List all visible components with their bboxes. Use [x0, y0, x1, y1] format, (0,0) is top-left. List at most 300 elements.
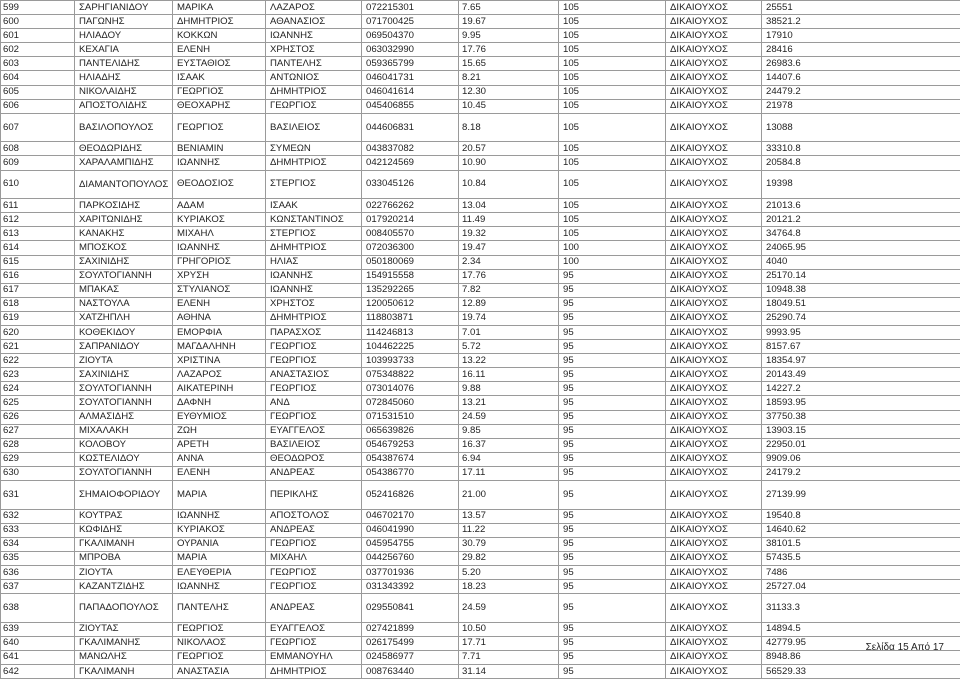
points-cell: 95	[559, 594, 666, 623]
first-name-cell: ΘΕΟΧΑΡΗΣ	[173, 99, 266, 113]
grade-cell: 15.65	[459, 57, 559, 71]
grade-cell: 24.59	[459, 410, 559, 424]
surname-cell: ΣΑΠΡΑΝΙΔΟΥ	[75, 340, 173, 354]
grade-cell: 8.18	[459, 113, 559, 142]
row-number: 624	[1, 382, 75, 396]
points-cell: 95	[559, 297, 666, 311]
first-name-cell: ΚΟΚΚΩΝ	[173, 29, 266, 43]
score-cell: 20584.8	[762, 156, 960, 170]
table-row	[1, 85, 960, 99]
row-number: 603	[1, 57, 75, 71]
score-cell: 33310.8	[762, 142, 960, 156]
first-name-cell: ΕΛΕΝΗ	[173, 43, 266, 57]
row-number: 626	[1, 410, 75, 424]
row-number: 637	[1, 580, 75, 594]
father-name-cell: ΙΩΑΝΝΗΣ	[266, 29, 362, 43]
id-number-cell: 120050612	[362, 297, 459, 311]
first-name-cell: ΛΑΖΑΡΟΣ	[173, 368, 266, 382]
grade-cell: 21.00	[459, 481, 559, 510]
id-number-cell: 037701936	[362, 565, 459, 579]
surname-cell: ΝΑΣΤΟΥΛΑ	[75, 297, 173, 311]
father-name-cell: ΗΛΙΑΣ	[266, 255, 362, 269]
father-name-cell: ΠΑΡΑΣΧΟΣ	[266, 325, 362, 339]
first-name-cell: ΜΙΧΑΗΛ	[173, 227, 266, 241]
id-number-cell: 044256760	[362, 551, 459, 565]
row-number: 612	[1, 213, 75, 227]
category-cell: ΔΙΚΑΙΟΥΧΟΣ	[666, 170, 762, 199]
father-name-cell: ΙΣΑΑΚ	[266, 199, 362, 213]
row-number: 614	[1, 241, 75, 255]
table-row	[1, 650, 960, 664]
first-name-cell: ΓΕΩΡΓΙΟΣ	[173, 85, 266, 99]
score-cell: 13903.15	[762, 424, 960, 438]
grade-cell: 20.57	[459, 142, 559, 156]
table-row	[1, 354, 960, 368]
score-cell: 25551	[762, 1, 960, 15]
surname-cell: ΧΑΡΙΤΩΝΙΔΗΣ	[75, 213, 173, 227]
id-number-cell: 103993733	[362, 354, 459, 368]
id-number-cell: 073014076	[362, 382, 459, 396]
points-cell: 105	[559, 29, 666, 43]
grade-cell: 8.21	[459, 71, 559, 85]
category-cell: ΔΙΚΑΙΟΥΧΟΣ	[666, 156, 762, 170]
category-cell: ΔΙΚΑΙΟΥΧΟΣ	[666, 650, 762, 664]
father-name-cell: ΘΕΟΔΩΡΟΣ	[266, 452, 362, 466]
table-row	[1, 241, 960, 255]
row-number: 631	[1, 481, 75, 510]
father-name-cell: ΙΩΑΝΝΗΣ	[266, 269, 362, 283]
id-number-cell: 063032990	[362, 43, 459, 57]
score-cell: 19398	[762, 170, 960, 199]
category-cell: ΔΙΚΑΙΟΥΧΟΣ	[666, 241, 762, 255]
id-number-cell: 054386770	[362, 466, 459, 480]
first-name-cell: ΖΩΗ	[173, 424, 266, 438]
id-number-cell: 052416826	[362, 481, 459, 510]
score-cell: 31133.3	[762, 594, 960, 623]
first-name-cell: ΑΝΝΑ	[173, 452, 266, 466]
grade-cell: 7.82	[459, 283, 559, 297]
table-row	[1, 15, 960, 29]
row-number: 610	[1, 170, 75, 199]
points-cell: 105	[559, 99, 666, 113]
score-cell: 14407.6	[762, 71, 960, 85]
grade-cell: 17.11	[459, 466, 559, 480]
points-cell: 95	[559, 523, 666, 537]
row-number: 628	[1, 438, 75, 452]
score-cell: 7486	[762, 565, 960, 579]
score-cell: 13088	[762, 113, 960, 142]
first-name-cell: ΙΩΑΝΝΗΣ	[173, 156, 266, 170]
grade-cell: 13.57	[459, 509, 559, 523]
id-number-cell: 046041990	[362, 523, 459, 537]
grade-cell: 13.04	[459, 199, 559, 213]
grade-cell: 17.76	[459, 269, 559, 283]
score-cell: 10948.38	[762, 283, 960, 297]
row-number: 619	[1, 311, 75, 325]
father-name-cell: ΑΝΔ	[266, 396, 362, 410]
table-row	[1, 382, 960, 396]
row-number: 642	[1, 665, 75, 679]
first-name-cell: ΚΥΡΙΑΚΟΣ	[173, 523, 266, 537]
surname-cell: ΖΙΟΥΤΑ	[75, 565, 173, 579]
surname-cell: ΚΑΝΑΚΗΣ	[75, 227, 173, 241]
category-cell: ΔΙΚΑΙΟΥΧΟΣ	[666, 523, 762, 537]
surname-cell: ΜΠΑΚΑΣ	[75, 283, 173, 297]
category-cell: ΔΙΚΑΙΟΥΧΟΣ	[666, 594, 762, 623]
row-number: 606	[1, 99, 75, 113]
score-cell: 19540.8	[762, 509, 960, 523]
points-cell: 105	[559, 43, 666, 57]
id-number-cell: 008763440	[362, 665, 459, 679]
table-row	[1, 113, 960, 142]
category-cell: ΔΙΚΑΙΟΥΧΟΣ	[666, 354, 762, 368]
first-name-cell: ΙΩΑΝΝΗΣ	[173, 241, 266, 255]
surname-cell: ΖΙΟΥΤΑ	[75, 354, 173, 368]
father-name-cell: ΑΠΟΣΤΟΛΟΣ	[266, 509, 362, 523]
row-number: 621	[1, 340, 75, 354]
grade-cell: 10.45	[459, 99, 559, 113]
surname-cell: ΗΛΙΑΔΗΣ	[75, 71, 173, 85]
grade-cell: 9.85	[459, 424, 559, 438]
table-row	[1, 71, 960, 85]
surname-cell: ΣΟΥΛΤΟΓΙΑΝΝΗ	[75, 396, 173, 410]
grade-cell: 10.84	[459, 170, 559, 199]
category-cell: ΔΙΚΑΙΟΥΧΟΣ	[666, 99, 762, 113]
score-cell: 25170.14	[762, 269, 960, 283]
points-cell: 95	[559, 438, 666, 452]
points-cell: 105	[559, 57, 666, 71]
surname-cell: ΣΟΥΛΤΟΓΙΑΝΝΗ	[75, 269, 173, 283]
id-number-cell: 135292265	[362, 283, 459, 297]
row-number: 630	[1, 466, 75, 480]
table-row	[1, 325, 960, 339]
score-cell: 21013.6	[762, 199, 960, 213]
first-name-cell: ΕΛΕΝΗ	[173, 297, 266, 311]
surname-cell: ΝΙΚΟΛΑΙΔΗΣ	[75, 85, 173, 99]
surname-cell: ΠΑΡΚΟΣΙΔΗΣ	[75, 199, 173, 213]
surname-cell: ΠΑΝΤΕΛΙΔΗΣ	[75, 57, 173, 71]
category-cell: ΔΙΚΑΙΟΥΧΟΣ	[666, 396, 762, 410]
id-number-cell: 022766262	[362, 199, 459, 213]
row-number: 634	[1, 537, 75, 551]
category-cell: ΔΙΚΑΙΟΥΧΟΣ	[666, 255, 762, 269]
page-number: Σελίδα 15 Από 17	[866, 642, 944, 653]
first-name-cell: ΑΔΑΜ	[173, 199, 266, 213]
grade-cell: 12.30	[459, 85, 559, 99]
row-number: 607	[1, 113, 75, 142]
points-cell: 95	[559, 396, 666, 410]
surname-cell: ΑΛΜΑΣΙΔΗΣ	[75, 410, 173, 424]
id-number-cell: 033045126	[362, 170, 459, 199]
grade-cell: 19.32	[459, 227, 559, 241]
table-row	[1, 142, 960, 156]
table-row	[1, 283, 960, 297]
row-number: 620	[1, 325, 75, 339]
father-name-cell: ΒΑΣΙΛΕΙΟΣ	[266, 438, 362, 452]
first-name-cell: ΓΕΩΡΓΙΟΣ	[173, 650, 266, 664]
surname-cell: ΓΚΑΛΙΜΑΝΗ	[75, 665, 173, 679]
category-cell: ΔΙΚΑΙΟΥΧΟΣ	[666, 43, 762, 57]
category-cell: ΔΙΚΑΙΟΥΧΟΣ	[666, 57, 762, 71]
father-name-cell: ΓΕΩΡΓΙΟΣ	[266, 410, 362, 424]
category-cell: ΔΙΚΑΙΟΥΧΟΣ	[666, 1, 762, 15]
table-row	[1, 1, 960, 15]
grade-cell: 6.94	[459, 452, 559, 466]
category-cell: ΔΙΚΑΙΟΥΧΟΣ	[666, 199, 762, 213]
table-row	[1, 580, 960, 594]
grade-cell: 10.90	[459, 156, 559, 170]
points-cell: 95	[559, 565, 666, 579]
points-cell: 105	[559, 85, 666, 99]
points-cell: 95	[559, 283, 666, 297]
surname-cell: ΧΑΤΖΗΠΛΗ	[75, 311, 173, 325]
points-cell: 105	[559, 227, 666, 241]
category-cell: ΔΙΚΑΙΟΥΧΟΣ	[666, 85, 762, 99]
surname-cell: ΣΑΧΙΝΙΔΗΣ	[75, 255, 173, 269]
first-name-cell: ΜΑΡΙΚΑ	[173, 1, 266, 15]
table-row	[1, 297, 960, 311]
id-number-cell: 031343392	[362, 580, 459, 594]
score-cell: 25290.74	[762, 311, 960, 325]
grade-cell: 9.88	[459, 382, 559, 396]
table-row	[1, 636, 960, 650]
score-cell: 56529.33	[762, 665, 960, 679]
grade-cell: 13.22	[459, 354, 559, 368]
table-row	[1, 523, 960, 537]
first-name-cell: ΑΡΕΤΗ	[173, 438, 266, 452]
points-cell: 105	[559, 156, 666, 170]
id-number-cell: 050180069	[362, 255, 459, 269]
score-cell: 14640.62	[762, 523, 960, 537]
row-number: 629	[1, 452, 75, 466]
row-number: 618	[1, 297, 75, 311]
grade-cell: 11.49	[459, 213, 559, 227]
grade-cell: 7.01	[459, 325, 559, 339]
table-row	[1, 269, 960, 283]
row-number: 613	[1, 227, 75, 241]
father-name-cell: ΔΗΜΗΤΡΙΟΣ	[266, 665, 362, 679]
points-cell: 95	[559, 354, 666, 368]
table-row	[1, 213, 960, 227]
id-number-cell: 026175499	[362, 636, 459, 650]
category-cell: ΔΙΚΑΙΟΥΧΟΣ	[666, 368, 762, 382]
table-row	[1, 368, 960, 382]
row-number: 640	[1, 636, 75, 650]
first-name-cell: ΜΑΓΔΑΛΗΝΗ	[173, 340, 266, 354]
score-cell: 14894.5	[762, 622, 960, 636]
first-name-cell: ΧΡΥΣΗ	[173, 269, 266, 283]
points-cell: 95	[559, 424, 666, 438]
table-row	[1, 396, 960, 410]
category-cell: ΔΙΚΑΙΟΥΧΟΣ	[666, 269, 762, 283]
category-cell: ΔΙΚΑΙΟΥΧΟΣ	[666, 15, 762, 29]
table-row	[1, 29, 960, 43]
father-name-cell: ΔΗΜΗΤΡΙΟΣ	[266, 311, 362, 325]
score-cell: 38521.2	[762, 15, 960, 29]
row-number: 623	[1, 368, 75, 382]
row-number: 611	[1, 199, 75, 213]
id-number-cell: 045406855	[362, 99, 459, 113]
score-cell: 20143.49	[762, 368, 960, 382]
first-name-cell: ΜΑΡΙΑ	[173, 551, 266, 565]
row-number: 605	[1, 85, 75, 99]
id-number-cell: 042124569	[362, 156, 459, 170]
category-cell: ΔΙΚΑΙΟΥΧΟΣ	[666, 438, 762, 452]
first-name-cell: ΔΑΦΝΗ	[173, 396, 266, 410]
points-cell: 105	[559, 15, 666, 29]
id-number-cell: 118803871	[362, 311, 459, 325]
grade-cell: 18.23	[459, 580, 559, 594]
first-name-cell: ΑΙΚΑΤΕΡΙΝΗ	[173, 382, 266, 396]
points-cell: 95	[559, 368, 666, 382]
points-cell: 95	[559, 537, 666, 551]
table-row	[1, 509, 960, 523]
points-cell: 105	[559, 71, 666, 85]
category-cell: ΔΙΚΑΙΟΥΧΟΣ	[666, 142, 762, 156]
row-number: 632	[1, 509, 75, 523]
surname-cell: ΧΑΡΑΛΑΜΠΙΔΗΣ	[75, 156, 173, 170]
grade-cell: 31.14	[459, 665, 559, 679]
father-name-cell: ΓΕΩΡΓΙΟΣ	[266, 636, 362, 650]
grade-cell: 17.76	[459, 43, 559, 57]
father-name-cell: ΕΜΜΑΝΟΥΗΛ	[266, 650, 362, 664]
score-cell: 27139.99	[762, 481, 960, 510]
surname-cell: ΚΟΥΤΡΑΣ	[75, 509, 173, 523]
category-cell: ΔΙΚΑΙΟΥΧΟΣ	[666, 551, 762, 565]
first-name-cell: ΑΘΗΝΑ	[173, 311, 266, 325]
id-number-cell: 008405570	[362, 227, 459, 241]
table-row	[1, 311, 960, 325]
father-name-cell: ΣΤΕΡΓΙΟΣ	[266, 170, 362, 199]
id-number-cell: 072215301	[362, 1, 459, 15]
id-number-cell: 029550841	[362, 594, 459, 623]
surname-cell: ΓΚΑΛΙΜΑΝΗΣ	[75, 636, 173, 650]
row-number: 604	[1, 71, 75, 85]
table-row	[1, 99, 960, 113]
first-name-cell: ΓΡΗΓΟΡΙΟΣ	[173, 255, 266, 269]
id-number-cell: 059365799	[362, 57, 459, 71]
row-number: 601	[1, 29, 75, 43]
id-number-cell: 017920214	[362, 213, 459, 227]
father-name-cell: ΓΕΩΡΓΙΟΣ	[266, 580, 362, 594]
surname-cell: ΚΩΦΙΔΗΣ	[75, 523, 173, 537]
points-cell: 100	[559, 241, 666, 255]
points-cell: 105	[559, 199, 666, 213]
score-cell: 18593.95	[762, 396, 960, 410]
grade-cell: 13.21	[459, 396, 559, 410]
surname-cell: ΜΑΝΩΛΗΣ	[75, 650, 173, 664]
score-cell: 18354.97	[762, 354, 960, 368]
surname-cell: ΚΕΧΑΓΙΑ	[75, 43, 173, 57]
surname-cell: ΣΟΥΛΤΟΓΙΑΝΝΗ	[75, 382, 173, 396]
father-name-cell: ΙΩΑΝΝΗΣ	[266, 283, 362, 297]
first-name-cell: ΘΕΟΔΟΣΙΟΣ	[173, 170, 266, 199]
first-name-cell: ΔΗΜΗΤΡΙΟΣ	[173, 15, 266, 29]
table-row	[1, 43, 960, 57]
grade-cell: 9.95	[459, 29, 559, 43]
id-number-cell: 046041614	[362, 85, 459, 99]
father-name-cell: ΣΤΕΡΓΙΟΣ	[266, 227, 362, 241]
grade-cell: 7.71	[459, 650, 559, 664]
category-cell: ΔΙΚΑΙΟΥΧΟΣ	[666, 311, 762, 325]
grade-cell: 11.22	[459, 523, 559, 537]
grade-cell: 5.72	[459, 340, 559, 354]
first-name-cell: ΕΛΕΝΗ	[173, 466, 266, 480]
father-name-cell: ΧΡΗΣΤΟΣ	[266, 43, 362, 57]
grade-cell: 12.89	[459, 297, 559, 311]
father-name-cell: ΜΙΧΑΗΛ	[266, 551, 362, 565]
score-cell: 25727.04	[762, 580, 960, 594]
id-number-cell: 071700425	[362, 15, 459, 29]
id-number-cell: 065639826	[362, 424, 459, 438]
id-number-cell: 072036300	[362, 241, 459, 255]
row-number: 600	[1, 15, 75, 29]
id-number-cell: 104462225	[362, 340, 459, 354]
category-cell: ΔΙΚΑΙΟΥΧΟΣ	[666, 113, 762, 142]
table-row	[1, 565, 960, 579]
table-row	[1, 156, 960, 170]
id-number-cell: 045954755	[362, 537, 459, 551]
score-cell: 24065.95	[762, 241, 960, 255]
score-cell: 24179.2	[762, 466, 960, 480]
first-name-cell: ΣΤΥΛΙΑΝΟΣ	[173, 283, 266, 297]
grade-cell: 29.82	[459, 551, 559, 565]
points-cell: 105	[559, 213, 666, 227]
grade-cell: 19.74	[459, 311, 559, 325]
father-name-cell: ΒΑΣΙΛΕΙΟΣ	[266, 113, 362, 142]
points-cell: 95	[559, 466, 666, 480]
grade-cell: 2.34	[459, 255, 559, 269]
father-name-cell: ΕΥΑΓΓΕΛΟΣ	[266, 424, 362, 438]
grade-cell: 19.67	[459, 15, 559, 29]
table-row	[1, 622, 960, 636]
row-number: 641	[1, 650, 75, 664]
id-number-cell: 027421899	[362, 622, 459, 636]
id-number-cell: 044606831	[362, 113, 459, 142]
father-name-cell: ΔΗΜΗΤΡΙΟΣ	[266, 241, 362, 255]
table-row	[1, 452, 960, 466]
father-name-cell: ΕΥΑΓΓΕΛΟΣ	[266, 622, 362, 636]
first-name-cell: ΒΕΝΙΑΜΙΝ	[173, 142, 266, 156]
points-cell: 95	[559, 481, 666, 510]
category-cell: ΔΙΚΑΙΟΥΧΟΣ	[666, 297, 762, 311]
points-cell: 95	[559, 580, 666, 594]
category-cell: ΔΙΚΑΙΟΥΧΟΣ	[666, 509, 762, 523]
points-cell: 105	[559, 142, 666, 156]
father-name-cell: ΓΕΩΡΓΙΟΣ	[266, 382, 362, 396]
points-cell: 100	[559, 255, 666, 269]
category-cell: ΔΙΚΑΙΟΥΧΟΣ	[666, 466, 762, 480]
surname-cell: ΚΟΛΟΒΟΥ	[75, 438, 173, 452]
grade-cell: 19.47	[459, 241, 559, 255]
surname-cell: ΚΩΣΤΕΛΙΔΟΥ	[75, 452, 173, 466]
points-cell: 105	[559, 113, 666, 142]
father-name-cell: ΔΗΜΗΤΡΙΟΣ	[266, 85, 362, 99]
id-number-cell: 046041731	[362, 71, 459, 85]
table-row	[1, 665, 960, 679]
points-cell: 95	[559, 382, 666, 396]
row-number: 602	[1, 43, 75, 57]
first-name-cell: ΕΜΟΡΦΙΑ	[173, 325, 266, 339]
row-number: 615	[1, 255, 75, 269]
father-name-cell: ΑΘΑΝΑΣΙΟΣ	[266, 15, 362, 29]
grade-cell: 16.11	[459, 368, 559, 382]
score-cell: 24479.2	[762, 85, 960, 99]
table-row	[1, 170, 960, 199]
father-name-cell: ΧΡΗΣΤΟΣ	[266, 297, 362, 311]
surname-cell: ΖΙΟΥΤΑΣ	[75, 622, 173, 636]
surname-cell: ΑΠΟΣΤΟΛΙΔΗΣ	[75, 99, 173, 113]
